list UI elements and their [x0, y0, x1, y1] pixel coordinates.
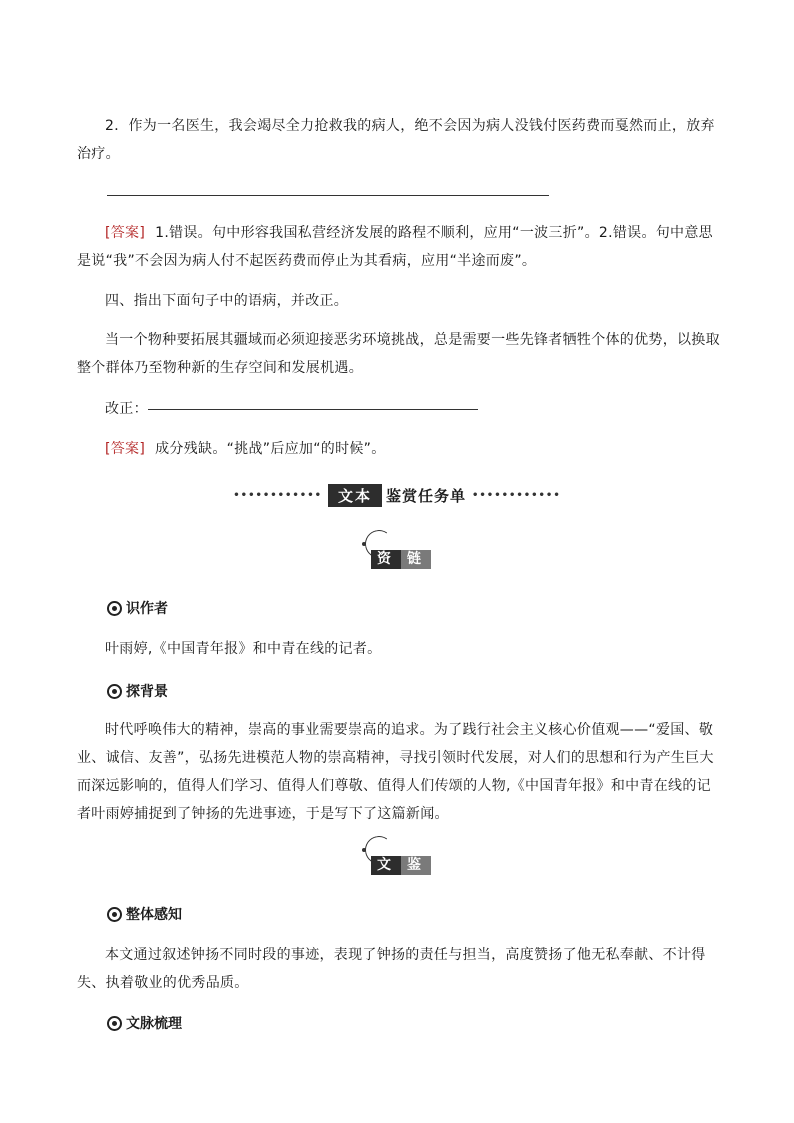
- dot-decoration-icon: [362, 848, 366, 852]
- section-4-heading: 四、指出下面句子中的语病，并改正。: [105, 293, 349, 309]
- tab-label-a: 文本: [371, 856, 401, 875]
- bullet-icon: [107, 684, 122, 699]
- tab-label-b: 鉴赏: [401, 856, 431, 875]
- tab-label-b: 链接: [401, 550, 431, 569]
- tab-label-a: 资料: [371, 550, 401, 569]
- background-text: 时代呼唤伟大的精神，崇高的事业需要崇高的追求。为了践行社会主义核心价值观——“爱国、敬业、诚信、友善”，弘扬先进模范人物的崇高精神，寻找引领时代发展，对人们的思想和行为产生巨大而深远影响的，值得人们学习、值得人们尊敬、值得人们传颂的人物,《中国青年报》和中青在线的记者叶雨婷捕捉到了钟扬的先进事迹，于是写下了这篇新闻。: [77, 722, 714, 822]
- banner-label-dark: 文本: [328, 484, 382, 507]
- section-author: [107, 598, 168, 618]
- author-text: 叶雨婷,《中国青年报》和中青在线的记者。: [105, 641, 382, 657]
- answer-blank-line: [107, 195, 549, 196]
- answer-tag: [答案]: [105, 225, 146, 241]
- sick-sentence: 当一个物种要拓展其疆域而必须迎接恶劣环境挑战，总是需要一些先锋者牺牲个体的优势，以换取整个群体乃至物种新的生存空间和发展机遇。: [77, 332, 720, 376]
- correction-line: [77, 395, 722, 423]
- banner-dots-left: ••••••••••••: [233, 489, 322, 501]
- banner-dots-right: ••••••••••••: [472, 489, 561, 501]
- answer-text: 成分残缺。“挑战”后应加“的时候”。: [155, 441, 386, 457]
- bullet-icon: [107, 1016, 122, 1031]
- answer-text: 1.错误。句中形容我国私营经济发展的路程不顺利，应用“一波三折”。2.错误。句中意思是说“我”不会因为病人付不起医药费而停止为其看病，应用“半途而废”。: [77, 225, 713, 269]
- overall-text: 本文通过叙述钟扬不同时段的事迹，表现了钟扬的责任与担当，高度赞扬了他无私奉献、不计得失、执着敬业的优秀品质。: [77, 947, 706, 991]
- bullet-icon: [107, 601, 122, 616]
- section-banner: [0, 484, 794, 506]
- answer-block-2: [77, 435, 722, 463]
- section-context: [107, 1013, 182, 1033]
- bullet-icon: [107, 907, 122, 922]
- question-2: 2．作为一名医生，我会竭尽全力抢救我的病人，绝不会因为病人没钱付医药费而戛然而止，放弃治疗。: [77, 118, 715, 162]
- section-title: 探背景: [126, 684, 168, 700]
- section-title: 识作者: [126, 601, 168, 617]
- section-title: 整体感知: [126, 907, 182, 923]
- section-overall: [107, 904, 182, 924]
- dot-decoration-icon: [362, 542, 366, 546]
- correction-blank: [148, 409, 478, 410]
- section-title: 文脉梳理: [126, 1016, 182, 1032]
- section-background: [107, 681, 168, 701]
- correction-label: 改正：: [105, 401, 148, 417]
- answer-block-1: [77, 219, 722, 275]
- answer-tag: [答案]: [105, 441, 146, 457]
- banner-label: 鉴赏任务单: [386, 486, 467, 505]
